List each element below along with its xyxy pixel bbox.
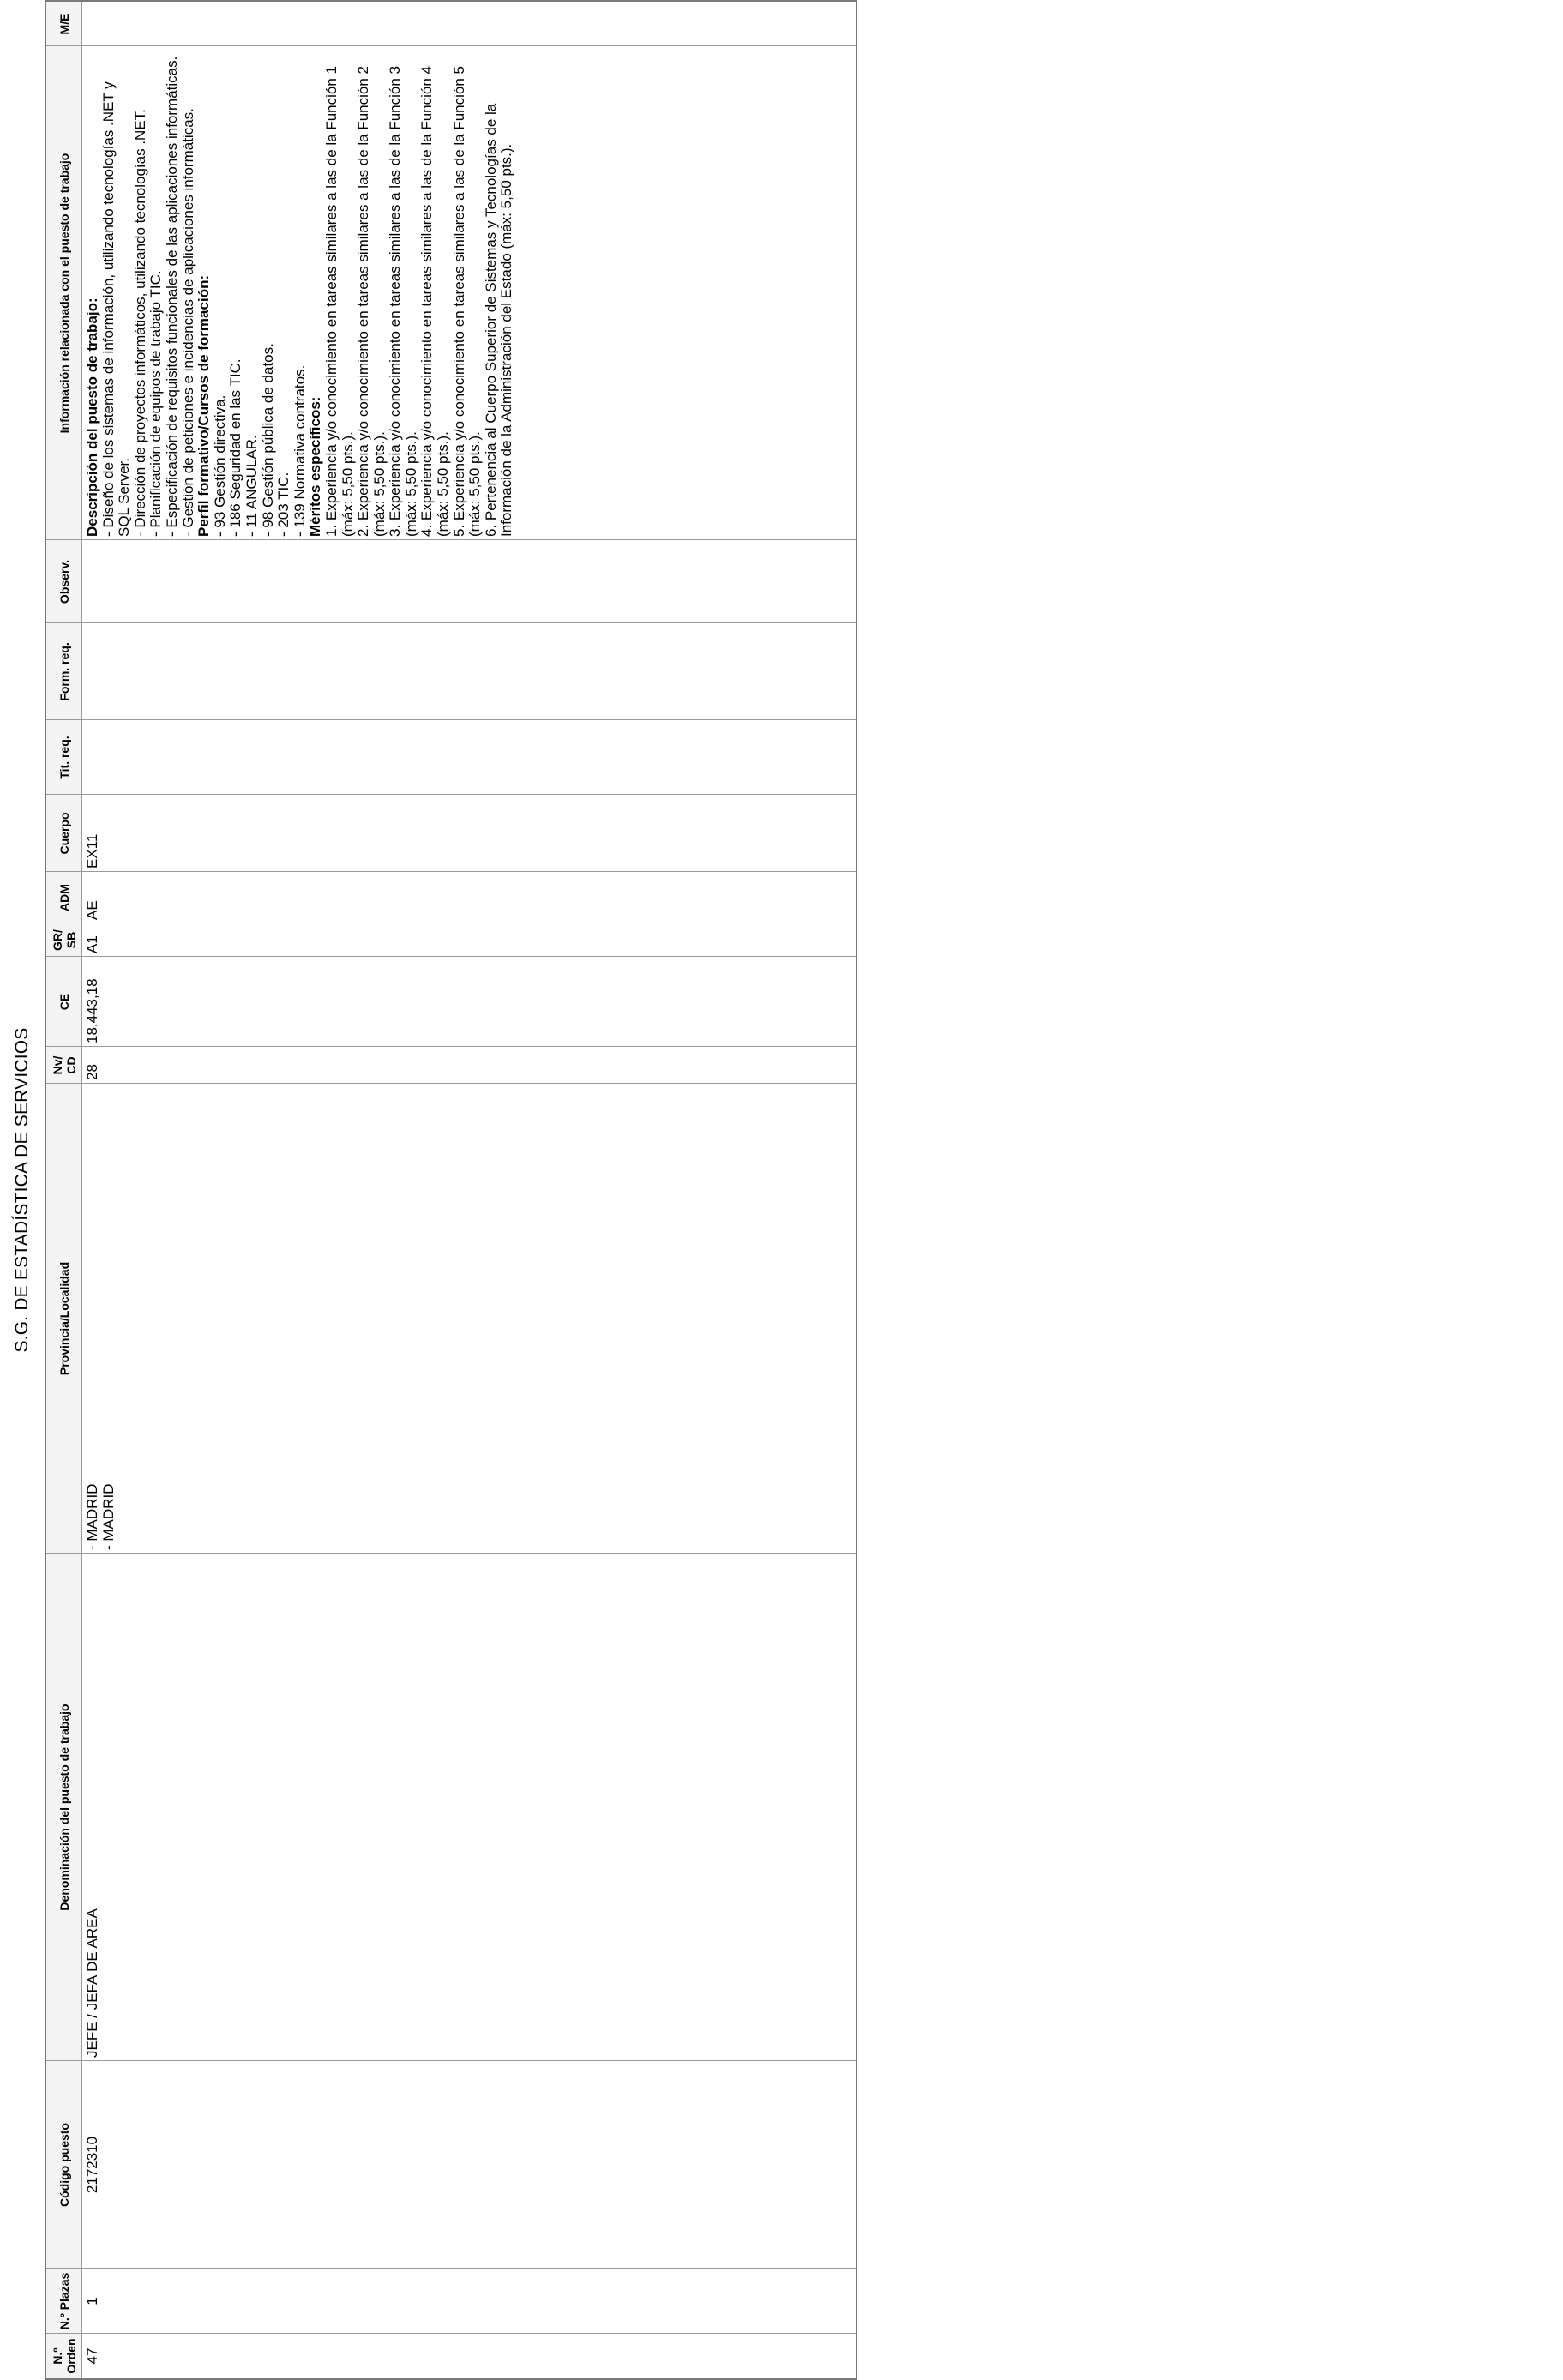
header-adm: ADM xyxy=(57,884,71,911)
header-observ: Observ. xyxy=(57,559,71,604)
header-me: M/E xyxy=(57,13,71,35)
cell-orden: 47 xyxy=(84,2347,100,2365)
cell-codigo: 2172310 xyxy=(84,2136,100,2194)
cell-ce: 18.443,18 xyxy=(84,978,100,1043)
header-grupo-line2: SB xyxy=(63,931,78,949)
header-grupo xyxy=(46,923,81,957)
perfil-line: - 93 Gestión directiva. xyxy=(211,394,228,537)
header-info: Información relacionada con el puesto de trabajo xyxy=(57,153,71,434)
cell-nivel: 28 xyxy=(84,1064,100,1080)
merito-line: 5. Experiencia y/o conocimiento en tareas similares a las de la Función 5 (máx: 5,50 pts.). xyxy=(450,65,484,537)
desc-heading: Descripción del puesto de trabajo: xyxy=(84,298,100,537)
meritos-heading: Méritos específicos: xyxy=(307,396,324,537)
column-divider xyxy=(46,1083,856,1084)
column-divider xyxy=(46,2060,856,2061)
perfil-line: - 186 Seguridad en las TIC. xyxy=(227,358,244,537)
perfil-line: - 98 Gestión pública de datos. xyxy=(259,343,276,537)
cell-observ xyxy=(81,540,88,623)
cell-provincia xyxy=(81,1084,120,1554)
merito-line: 6. Pertenencia al Cuerpo Superior de Sistemas y Tecnologías de la Información de la Administración del Estado (máx: 5,50 pts.). xyxy=(482,103,515,537)
column-divider xyxy=(46,2268,856,2269)
column-divider xyxy=(46,956,856,957)
positions-table xyxy=(45,0,857,2380)
cell-info xyxy=(81,46,519,540)
cell-me xyxy=(81,2,88,46)
merito-line: 3. Experiencia y/o conocimiento en tareas similares a las de la Función 3 (máx: 5,50 pts.). xyxy=(387,65,419,537)
desc-line: - Gestión de peticiones e incidencias de aplicaciones informáticas. xyxy=(179,108,196,537)
header-ce: CE xyxy=(57,993,71,1011)
header-plazas: N.º Plazas xyxy=(57,2272,71,2330)
column-divider xyxy=(46,622,856,623)
desc-line: - Especificación de requisitos funcionales de las aplicaciones informáticas. xyxy=(163,56,180,537)
header-tit-req: Tit. req. xyxy=(57,736,71,779)
merito-line: 2. Experiencia y/o conocimiento en tareas similares a las de la Función 2 (máx: 5,50 pts.). xyxy=(355,65,388,537)
header-nivel xyxy=(46,1047,81,1084)
header-codigo: Código puesto xyxy=(57,2123,71,2207)
desc-line: - Dirección de proyectos informáticos, utilizando tecnologías .NET. xyxy=(131,109,148,537)
header-form-req: Form. req. xyxy=(57,642,71,701)
merito-line: 4. Experiencia y/o conocimiento en tareas similares a las de la Función 4 (máx: 5,50 pts.). xyxy=(418,65,452,537)
cell-cuerpo: EX11 xyxy=(84,833,100,868)
cell-tit-req xyxy=(81,720,88,795)
perfil-line: - 139 Normativa contratos. xyxy=(291,364,308,537)
cell-grupo: A1 xyxy=(84,935,100,953)
header-provincia: Provincia/Localidad xyxy=(57,1261,71,1376)
provincia-item: - MADRID xyxy=(84,1483,100,1550)
merito-line: 1. Experiencia y/o conocimiento en tareas similares a las de la Función 1 (máx: 5,50 pts.). xyxy=(322,65,356,537)
cell-denominacion: JEFE / JEFA DE AREA xyxy=(84,1908,100,2058)
perfil-line: - 203 TIC. xyxy=(275,472,292,537)
header-orden: N.º Orden xyxy=(50,2338,78,2374)
desc-line: - Planificación de equipos de trabajo TIC. xyxy=(147,270,165,537)
column-divider xyxy=(46,794,856,795)
provincia-item: - MADRID xyxy=(99,1483,117,1550)
header-grupo-line1: GR/ xyxy=(50,929,64,951)
cell-plazas: 1 xyxy=(84,2297,100,2305)
perfil-line: - 11 ANGULAR. xyxy=(243,435,260,537)
column-divider xyxy=(46,2333,856,2334)
column-divider xyxy=(46,719,856,720)
perfil-heading: Perfil formativo/Cursos de formación: xyxy=(195,274,213,537)
header-nivel-line1: Nv/ xyxy=(50,1055,64,1075)
header-nivel-line2: CD xyxy=(63,1056,78,1074)
cell-adm: AE xyxy=(84,900,100,920)
header-denominacion: Denominación del puesto de trabajo xyxy=(57,1704,71,1911)
column-divider xyxy=(46,871,856,872)
cell-form-req xyxy=(81,623,88,720)
column-divider xyxy=(46,1046,856,1047)
section-title: S.G. DE ESTADÍSTICA DE SERVICIOS xyxy=(12,1027,32,1353)
desc-line: - Diseño de los sistemas de información, utilizando tecnologías .NET y SQL Server. xyxy=(99,81,133,537)
header-cuerpo: Cuerpo xyxy=(57,812,71,855)
column-divider xyxy=(46,1553,856,1554)
